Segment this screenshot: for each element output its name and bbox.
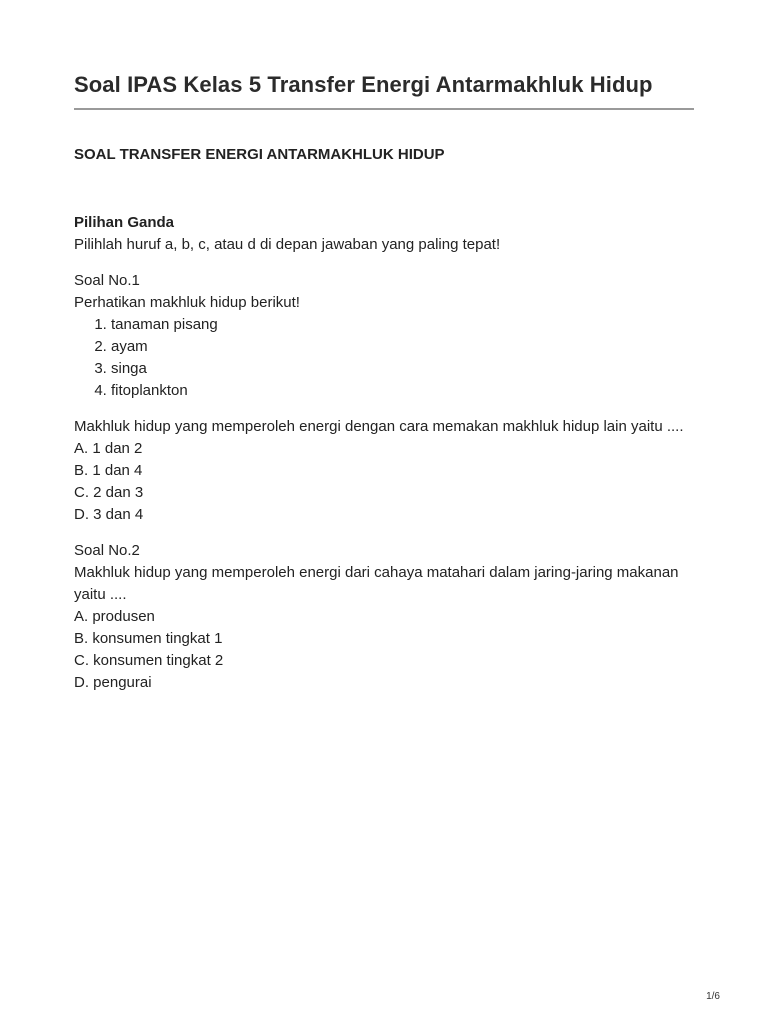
answer-option: C. konsumen tingkat 2 <box>74 652 224 669</box>
answer-option: B. konsumen tingkat 1 <box>74 630 223 647</box>
organism-list <box>74 314 694 402</box>
list-item: 1. tanaman pisang <box>111 314 694 336</box>
answer-option: A. 1 dan 2 <box>74 440 143 457</box>
list-item: 3. singa <box>111 358 694 380</box>
title-divider <box>74 108 694 110</box>
document-content <box>74 212 694 694</box>
question-2 <box>74 540 694 694</box>
instruction-text: Pilihlah huruf a, b, c, atau d di depan jawaban yang paling tepat! <box>74 236 501 253</box>
answer-option: B. 1 dan 4 <box>74 462 143 479</box>
question-text: Makhluk hidup yang memperoleh energi dari cahaya matahari dalam jaring-jaring makanan yaitu .... <box>74 564 679 603</box>
part-title: Pilihan Ganda <box>74 214 175 231</box>
list-item: 2. ayam <box>111 336 694 358</box>
page-number: 1/6 <box>706 991 720 1002</box>
question-label: Soal No.2 <box>74 542 140 559</box>
answer-option: D. 3 dan 4 <box>74 506 144 523</box>
list-item: 4. fitoplankton <box>111 380 694 402</box>
answer-option: D. pengurai <box>74 674 152 691</box>
question-label: Soal No.1 <box>74 272 140 289</box>
answer-option: A. produsen <box>74 608 155 625</box>
question-intro: Perhatikan makhluk hidup berikut! <box>74 294 300 311</box>
document-page <box>74 70 694 691</box>
question-1 <box>74 270 694 526</box>
document-title: Soal IPAS Kelas 5 Transfer Energi Antarmakhluk Hidup <box>74 72 653 97</box>
section-heading: SOAL TRANSFER ENERGI ANTARMAKHLUK HIDUP <box>74 146 445 163</box>
question-text: Makhluk hidup yang memperoleh energi dengan cara memakan makhluk hidup lain yaitu .... <box>74 418 684 435</box>
answer-option: C. 2 dan 3 <box>74 484 144 501</box>
